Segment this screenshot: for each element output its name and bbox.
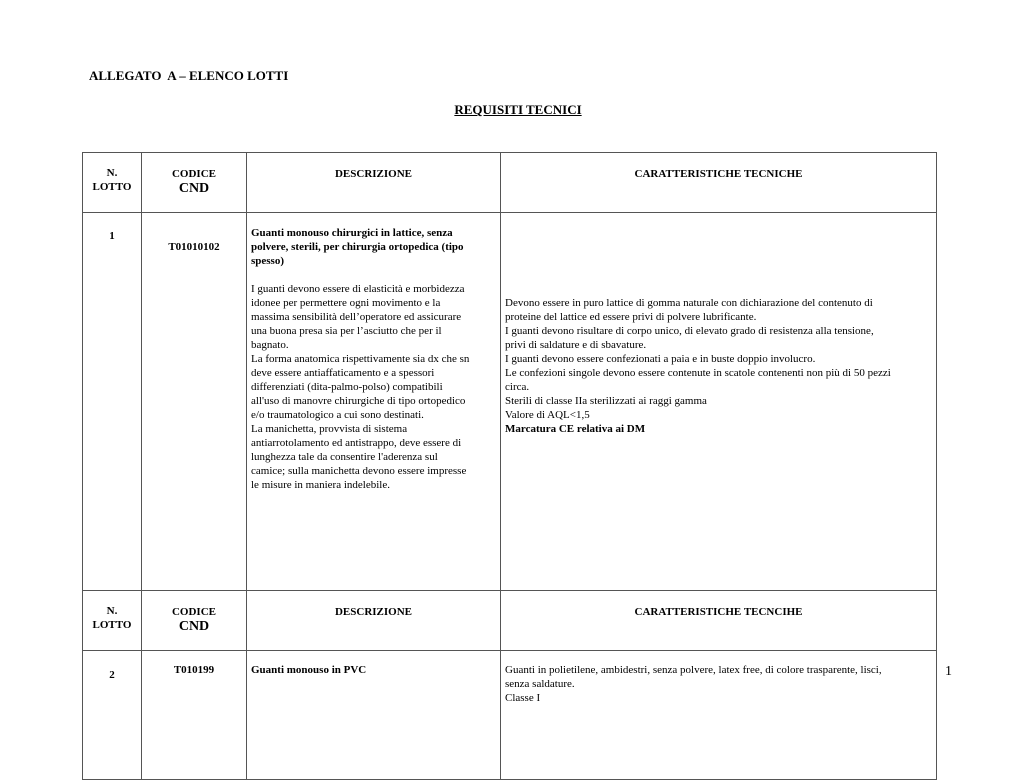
section-title-text: REQUISITI TECNICI	[454, 102, 582, 117]
table-row	[83, 651, 937, 780]
characteristics-line: senza saldature.	[505, 678, 575, 690]
description-line: bagnato.	[251, 339, 289, 351]
document-title: ALLEGATO A – ELENCO LOTTI	[89, 68, 289, 83]
description-line: e/o traumatologico a cui sono destinati.	[251, 409, 424, 421]
page-number: 1	[945, 664, 952, 679]
header-n-lotto-line1: N.	[106, 167, 118, 179]
header-codice	[142, 591, 247, 651]
lot-code: T01010102	[142, 213, 247, 591]
description-body	[251, 282, 496, 492]
section-title	[0, 102, 1024, 118]
lot-characteristics	[501, 213, 937, 591]
header-n-lotto-line2: LOTTO	[92, 181, 132, 193]
description-line: lunghezza tale da consentire l'aderenza sul	[251, 451, 438, 463]
description-line: La manichetta, provvista di sistema	[251, 423, 408, 435]
lot-description	[247, 213, 501, 591]
header-codice-line2: CND	[178, 181, 210, 196]
description-line: idonee per permettere ogni movimento e la	[251, 297, 441, 309]
description-line: le misure in maniera indelebile.	[251, 479, 390, 491]
description-title: Guanti monouso in PVC	[251, 664, 367, 676]
characteristics-line: I guanti devono essere confezionati a paia e in buste doppio involucro.	[505, 353, 816, 365]
lot-description	[247, 651, 501, 780]
header-codice-line2: CND	[178, 619, 210, 634]
header-caratteristiche: CARATTERISTICHE TECNICHE	[501, 153, 937, 213]
description-line: all'uso di manovre chirurgiche di tipo ortopedico	[251, 395, 466, 407]
lot-number: 1	[83, 213, 142, 591]
description-line: antiarrotolamento ed antistrappo, deve essere di	[251, 437, 462, 449]
description-line: deve essere antiaffaticamento e a spessori	[251, 367, 435, 379]
characteristics-line: I guanti devono risultare di corpo unico, di elevato grado di resistenza alla tensione,	[505, 325, 874, 337]
characteristics-line: proteine del lattice ed essere privi di polvere lubrificante.	[505, 311, 757, 323]
table-row	[83, 213, 937, 591]
header-codice-line1: CODICE	[171, 606, 216, 618]
header-n-lotto	[83, 153, 142, 213]
description-title-line: polvere, sterili, per chirurgia ortopedica (tipo	[251, 241, 464, 253]
description-title-line: spesso)	[251, 255, 285, 267]
characteristics-line: circa.	[505, 381, 530, 393]
characteristics-line: Valore di AQL<1,5	[505, 409, 590, 421]
ce-marking: Marcatura CE relativa ai DM	[505, 423, 646, 435]
lot-code: T010199	[142, 651, 247, 780]
header-n-lotto-line1: N.	[106, 605, 118, 617]
characteristics-line: Classe I	[505, 692, 541, 704]
description-line: massima sensibilità dell’operatore ed assicurare	[251, 311, 462, 323]
header-codice	[142, 153, 247, 213]
description-line: camice; sulla manichetta devono essere impresse	[251, 465, 467, 477]
characteristics-line: Le confezioni singole devono essere contenute in scatole contenenti non più di 50 pezzi	[505, 367, 891, 379]
characteristics-line: Sterili di classe IIa sterilizzati ai raggi gamma	[505, 395, 707, 407]
header-n-lotto	[83, 591, 142, 651]
characteristics-line: privi di saldature e di sbavature.	[505, 339, 647, 351]
lot-characteristics	[501, 651, 937, 780]
description-title-line: Guanti monouso chirurgici in lattice, senza	[251, 227, 453, 239]
characteristics-line: Devono essere in puro lattice di gomma naturale con dichiarazione del contenuto di	[505, 297, 873, 309]
characteristics-line: Guanti in polietilene, ambidestri, senza polvere, latex free, di colore trasparente, lisci,	[505, 664, 882, 676]
description-line: I guanti devono essere di elasticità e morbidezza	[251, 283, 465, 295]
lot-number: 2	[83, 651, 142, 780]
header-caratteristiche: CARATTERISTICHE TECNCIHE	[501, 591, 937, 651]
header-descrizione: DESCRIZIONE	[247, 153, 501, 213]
description-line: La forma anatomica rispettivamente sia dx che sn	[251, 353, 470, 365]
header-descrizione: DESCRIZIONE	[247, 591, 501, 651]
description-line: una buona presa sia per l’asciutto che per il	[251, 325, 442, 337]
table-header-row-lot-2	[83, 591, 937, 651]
description-line: differenziati (dita-palmo-polso) compatibili	[251, 381, 443, 393]
lots-table	[82, 152, 937, 780]
header-codice-line1: CODICE	[171, 168, 216, 180]
table-header-row-lot-1	[83, 153, 937, 213]
header-n-lotto-line2: LOTTO	[92, 619, 132, 631]
description-title	[251, 226, 496, 268]
